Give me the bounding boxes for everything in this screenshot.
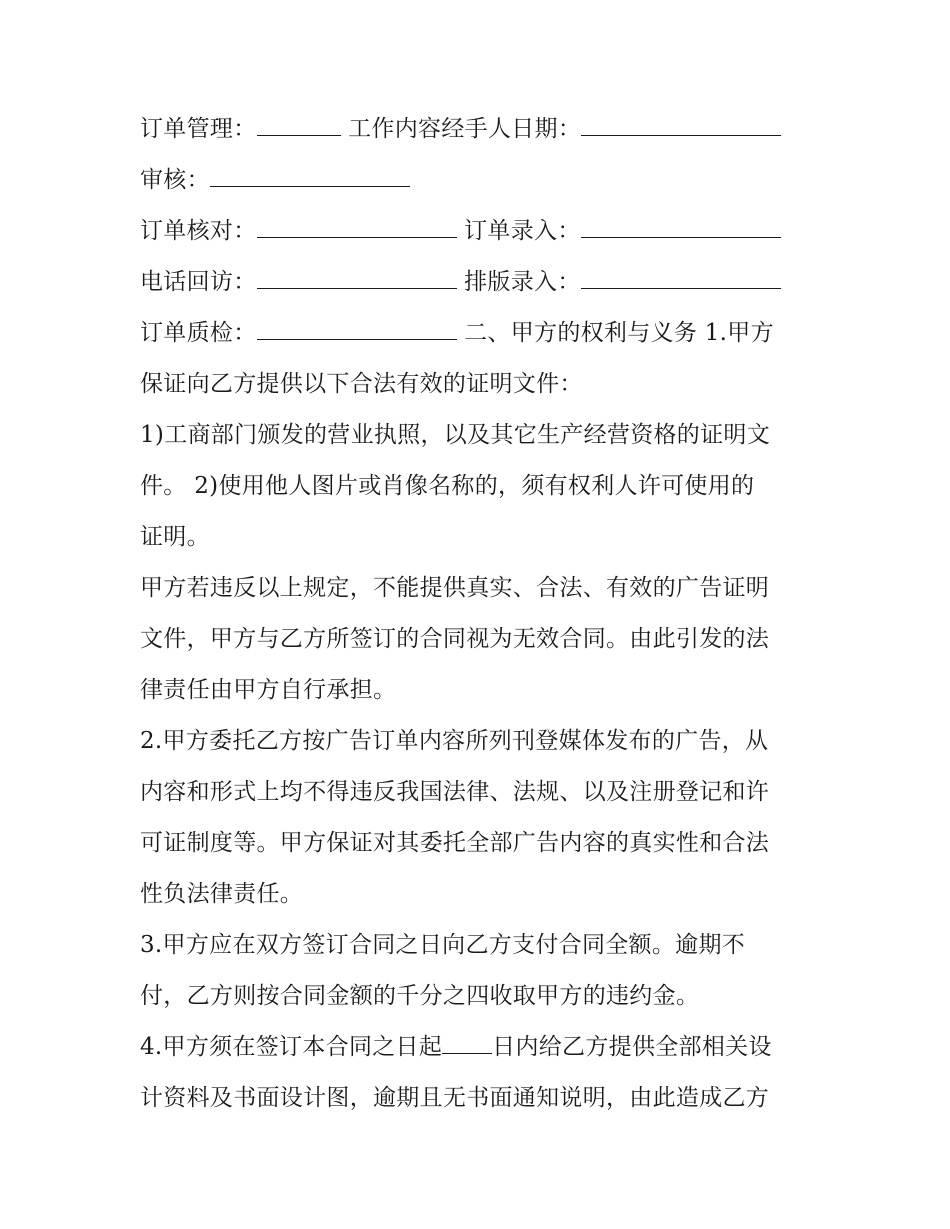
text-line: 2.甲方委托乙方按广告订单内容所列刊登媒体发布的广告，从 [140,728,769,754]
text-line: 性负法律责任。 [140,881,304,907]
blank-review[interactable] [210,166,410,187]
text-line: 件。 2)使用他人图片或肖像名称的，须有权利人许可使用的 [140,473,755,499]
blank-order-qc[interactable] [257,319,457,340]
text-line: 律责任由甲方自行承担。 [140,677,397,703]
line-clause-4 [140,1022,820,1073]
label-review: 审核： [140,167,210,193]
contract-page [140,104,820,1124]
label-order-entry: 订单录入： [464,218,581,244]
section-heading-rights: 二、甲方的权利与义务 1.甲方 [464,320,774,346]
label-order-qc: 订单质检： [140,320,257,346]
text-line: 3.甲方应在双方签订合同之日向乙方支付合同全额。逾期不 [140,932,746,958]
blank-layout-entry[interactable] [581,268,781,289]
line-order-check [140,206,820,257]
blank-work-info[interactable] [581,115,781,136]
label-work-info: 工作内容经手人日期： [348,116,582,142]
text-line: 内容和形式上均不得违反我国法律、法规、以及注册登记和许 [140,779,770,805]
line-order-management [140,104,820,155]
clause-4-start: 4.甲方须在签订本合同之日起 [140,1034,443,1060]
label-layout-entry: 排版录入： [464,269,581,295]
label-order-check: 订单核对： [140,218,257,244]
blank-order-entry[interactable] [581,217,781,238]
text-line: 付，乙方则按合同金额的千分之四收取甲方的违约金。 [140,983,700,1009]
blank-order-management[interactable] [257,115,341,136]
line-phone-visit [140,257,820,308]
label-phone-visit: 电话回访： [140,269,257,295]
label-order-management: 订单管理： [140,116,257,142]
blank-phone-visit[interactable] [257,268,457,289]
text-line: 保证向乙方提供以下合法有效的证明文件： [140,371,583,397]
blank-order-check[interactable] [257,217,457,238]
text-line: 甲方若违反以上规定，不能提供真实、合法、有效的广告证明 [140,575,770,601]
text-line: 计资料及书面设计图，逾期且无书面通知说明，由此造成乙方 [140,1085,770,1111]
line-review [140,155,820,206]
text-line: 可证制度等。甲方保证对其委托全部广告内容的真实性和合法 [140,830,770,856]
text-line: 文件，甲方与乙方所签订的合同视为无效合同。由此引发的法 [140,626,770,652]
text-line: 证明。 [140,524,210,550]
clause-4-end: 日内给乙方提供全部相关设 [492,1034,772,1060]
text-line: 1)工商部门颁发的营业执照，以及其它生产经营资格的证明文 [140,422,771,448]
blank-days[interactable] [442,1033,492,1054]
line-order-qc [140,308,820,359]
